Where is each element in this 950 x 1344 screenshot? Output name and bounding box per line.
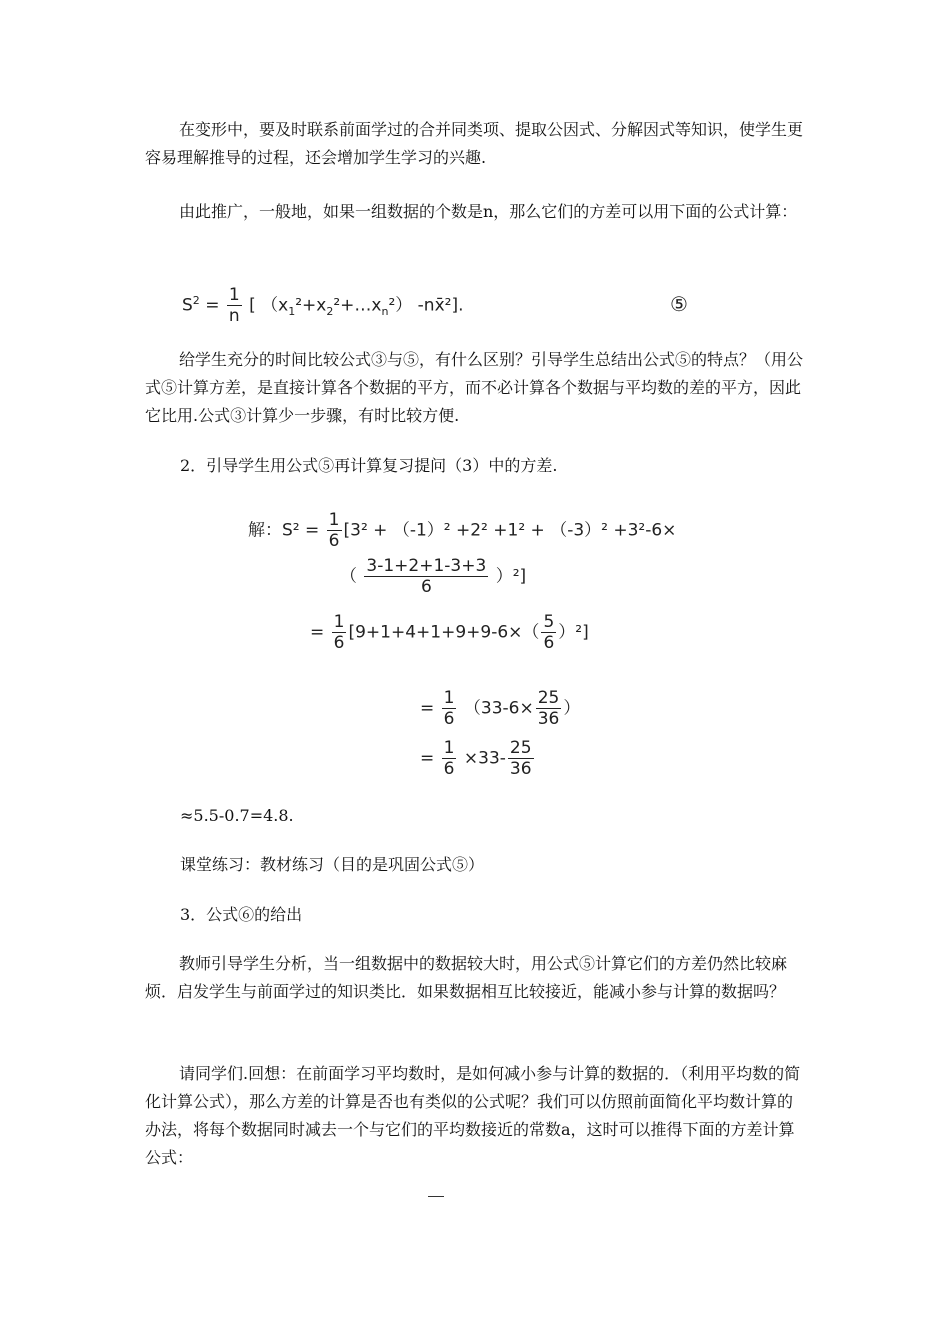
- paragraph-5: 教师引导学生分析，当一组数据中的数据较大时，用公式⑤计算它们的方差仍然比较麻烦．启发学生与前面学过的知识类比．如果数据相互比较接近，能减小参与计算的数据吗？: [145, 954, 788, 1001]
- formula-5-label: ⑤: [670, 292, 688, 316]
- solution-line-2: （ $\frac{3-1+2+1-3+3}{6}$ ）²]: [340, 556, 527, 597]
- paragraph-2: 由此推广，一般地，如果一组数据的个数是n，那么它们的方差可以用下面的公式计算：: [179, 202, 798, 221]
- solution-line-1: 解：S² = $\frac{1}{6}$ [3² + （-1）² +2² +1² + （-3）² +3²-6×: [248, 510, 677, 551]
- step-3-heading: 3．公式⑥的给出: [180, 905, 303, 924]
- formula-5: $S^2$ = $\frac{1}{n}$ [ $(x_1^2+x_2^2+\dots x_n^2)$ -nx̄²].: [182, 285, 464, 326]
- paragraph-3: 给学生充分的时间比较公式③与⑤，有什么区别？引导学生总结出公式⑤的特点？（用公式⑤计算方差，是直接计算各个数据的平方，而不必计算各个数据与平均数的差的平方，因此它比用.公式③计算少一步骤，有时比较方便.: [145, 350, 804, 425]
- page-footer-dash: [428, 1196, 444, 1197]
- class-practice: 课堂练习：教材练习（目的是巩固公式⑤）: [180, 855, 485, 874]
- paragraph-6: 请同学们.回想：在前面学习平均数时，是如何减小参与计算的数据的．（利用平均数的简化计算公式），那么方差的计算是否也有类似的公式呢？我们可以仿照前面简化平均数计算的办法，将每个数据同时减去一个与它们的平均数接近的常数a，这时可以推得下面的方差计算公式：: [145, 1064, 801, 1167]
- step-2-heading: 2．引导学生用公式⑤再计算复习提问（3）中的方差.: [180, 456, 558, 475]
- solution-line-4: = $\frac{1}{6}$ （33-6× $\frac{25}{36}$ ）: [420, 688, 581, 729]
- paragraph-1: 在变形中，要及时联系前面学过的合并同类项、提取公因式、分解因式等知识，使学生更容易理解推导的过程，还会增加学生学习的兴趣.: [145, 120, 804, 167]
- approx-result: ≈5.5-0.7=4.8.: [180, 806, 294, 825]
- solution-line-3: = $\frac{1}{6}$ [9+1+4+1+9+9-6×（ $\frac{5}{6}$ ）²]: [310, 612, 589, 653]
- solution-line-5: = $\frac{1}{6}$ ×33- $\frac{25}{36}$: [420, 738, 532, 779]
